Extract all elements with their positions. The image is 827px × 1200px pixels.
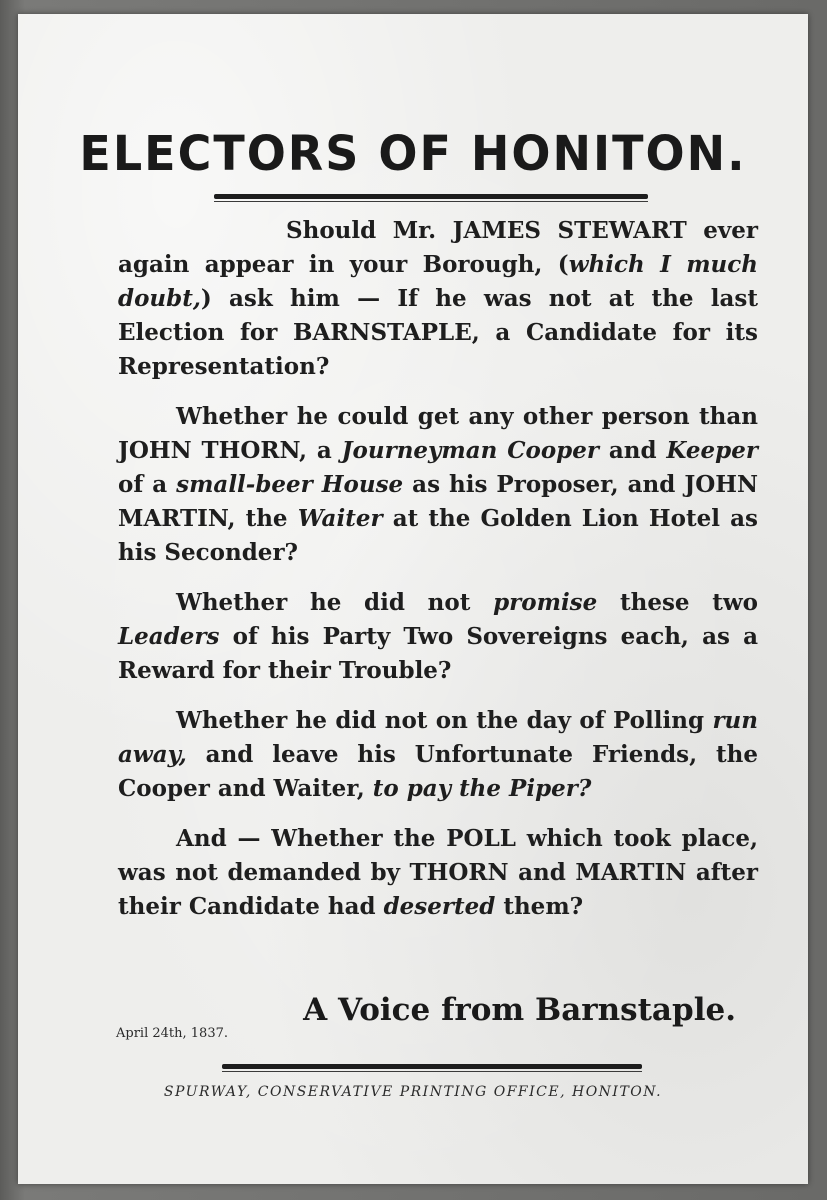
- paragraph-2-segment-4: Keeper: [666, 437, 758, 464]
- paragraph-5-segment-2: deserted: [383, 893, 496, 920]
- paragraph-1-segment-2: which I much doubt,: [118, 251, 758, 312]
- paragraph-3-segment-3: these two: [597, 589, 759, 616]
- paragraph-3: [118, 586, 758, 688]
- paragraph-3-segment-4: Leaders: [118, 623, 220, 650]
- date-line: April 24th, 1837.: [116, 1026, 228, 1041]
- poster-sheet: [18, 14, 808, 1184]
- paragraph-2-segment-2: Journeyman Cooper: [341, 437, 600, 464]
- paragraph-2-segment-7: as his Proposer, and JOHN MARTIN, the: [118, 471, 758, 532]
- paragraph-2-segment-9: at the Golden Lion Hotel as his Seconder?: [118, 505, 758, 566]
- paragraph-2-segment-1: Whether he could get any other person than JOHN THORN, a: [118, 403, 758, 464]
- paragraph-1-segment-3: ) ask him — If he was not at the last Election for BARNSTAPLE, a Candidate for its Representation?: [118, 285, 758, 380]
- paragraph-1-segment-1: Should Mr. JAMES STEWART ever again appear in your Borough, (: [118, 217, 758, 278]
- paragraph-2: [118, 400, 758, 570]
- paragraph-3-segment-5: of his Party Two Sovereigns each, as a Reward for their Trouble?: [118, 623, 758, 684]
- paragraph-3-segment-2: promise: [493, 589, 598, 616]
- poster-title: ELECTORS OF HONITON.: [79, 124, 747, 182]
- footer-divider: [222, 1064, 642, 1069]
- paragraph-4: [118, 704, 758, 806]
- paragraph-5-segment-3: them?: [495, 893, 584, 920]
- paragraph-4-segment-2: run away,: [118, 707, 758, 768]
- paragraph-2-segment-3: and: [599, 437, 667, 464]
- paragraph-4-segment-3: and leave his Unfortunate Friends, the Cooper and Waiter,: [118, 741, 758, 802]
- signature: A Voice from Barnstaple.: [303, 992, 736, 1028]
- paragraph-3-segment-1: Whether he did not: [176, 589, 494, 616]
- paragraph-1: [118, 214, 758, 384]
- paragraph-2-segment-8: Waiter: [297, 505, 383, 532]
- paragraph-2-segment-6: small-beer House: [176, 471, 404, 498]
- paragraph-4-segment-4: to pay the Piper?: [372, 775, 592, 802]
- paragraph-2-segment-5: of a: [118, 471, 177, 498]
- poster-body: [118, 214, 758, 940]
- paragraph-4-segment-1: Whether he did not on the day of Polling: [176, 707, 713, 734]
- paragraph-5: [118, 822, 758, 924]
- paragraph-5-segment-1: And — Whether the POLL which took place, was not demanded by THORN and MARTIN after their Candidate had: [118, 825, 758, 920]
- printer-imprint: SPURWAY, CONSERVATIVE PRINTING OFFICE, HONITON.: [163, 1084, 663, 1100]
- title-divider: [214, 194, 648, 199]
